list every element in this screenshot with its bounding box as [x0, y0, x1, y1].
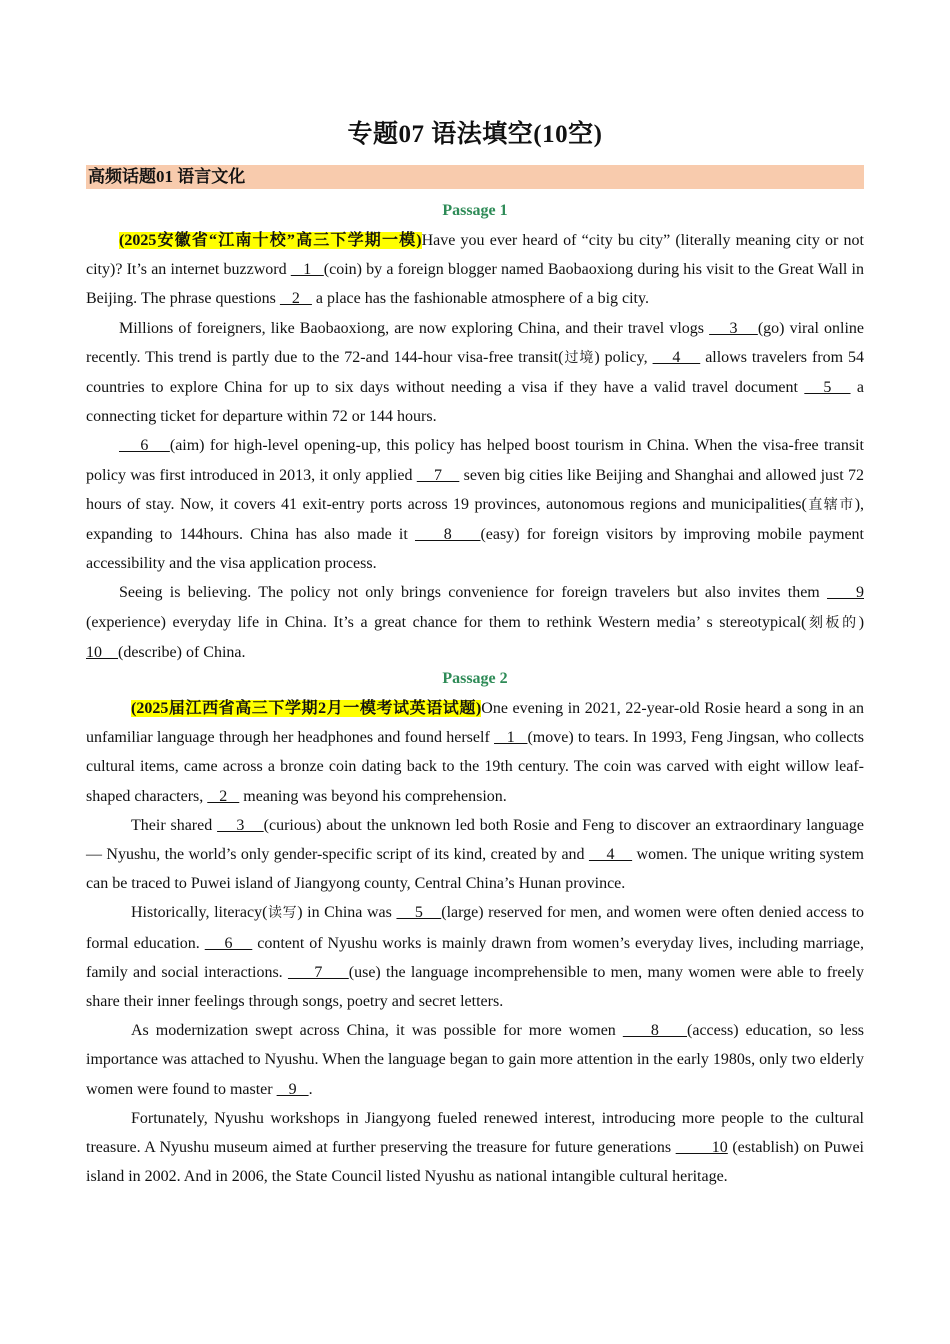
paragraph: (2025安徽省“江南十校”高三下学期一模)Have you ever heard of “city bu city” (literally meaning city or not city)? It’s an internet buzzword 1 (coin) by a foreign blogger named Baobaoxiong during his visit to the Great Wall in Beijing. The phrase questions 2 a place has the fashionable atmosphere of a big city.: [86, 232, 864, 308]
blank-4[interactable]: 4: [652, 348, 701, 366]
blank-9[interactable]: 9: [276, 1080, 309, 1098]
chinese-gloss: 过境: [563, 349, 595, 366]
blank-1[interactable]: 1: [290, 261, 324, 279]
blank-2[interactable]: 2: [207, 787, 240, 805]
blank-2[interactable]: 2: [279, 290, 312, 308]
blank-10[interactable]: 10: [675, 1139, 728, 1157]
blank-4[interactable]: 4: [588, 846, 633, 864]
blank-3[interactable]: 3: [217, 816, 264, 834]
chinese-gloss: 读写: [267, 905, 298, 922]
paragraph: (2025届江西省高三下学期2月一模考试英语试题)One evening in 2021, 22-year-old Rosie heard a song in an unfamiliar language through her headphones and found herself 1 (move) to tears. In 1993, Feng Jingsan, who collects cultural items, came across a bronze coin dating back to the 19th century. The coin was carved with eight willow leaf-shaped characters, 2 meaning was beyond his comprehension.: [86, 700, 864, 805]
chinese-gloss: 刻板的: [806, 614, 859, 631]
blank-5[interactable]: 5: [804, 379, 851, 397]
page-title: 专题07 语法填空(10空): [347, 121, 603, 148]
passage-2-heading: Passage 2: [442, 670, 508, 687]
paragraph: Millions of foreigners, like Baobaoxiong, are now exploring China, and their travel vlogs 3 (go) viral online recently. This trend is partly due to the 72-and 144-hour visa-free transit(过境) policy, 4 allows travelers from 54 countries to explore China for up to six days without needing a visa if they have a valid travel document 5 a connecting ticket for departure within 72 or 144 hours.: [86, 319, 865, 426]
blank-6[interactable]: 6: [119, 437, 170, 455]
blank-7[interactable]: 7: [287, 963, 349, 981]
blank-9[interactable]: 9: [827, 584, 864, 602]
blank-7[interactable]: 7: [416, 466, 460, 484]
paragraph: Fortunately, Nyushu workshops in Jiangyong fueled renewed interest, introducing more people to the cultural treasure. A Nyushu museum aimed at further preserving the treasure for future generations 10 (establish) on Puwei island in 2002. And in 2006, the State Council listed Nyushu as national intangible cultural heritage.: [86, 1109, 864, 1186]
paragraph: 6 (aim) for high-level opening-up, this policy has helped boost tourism in China. When the visa-free transit policy was first introduced in 2013, it only applied 7 seven big cities like Beijing and Shanghai and allowed just 72 hours of stay. Now, it covers 41 exit-entry ports across 19 provinces, autonomous regions and municipalities(直辖市), expanding to 144hours. China has also made it 8 (easy) for foreign visitors by improving mobile payment accessibility and the visa application process.: [86, 437, 865, 573]
blank-5[interactable]: 5: [396, 904, 442, 922]
paragraph: Their shared 3 (curious) about the unknown led both Rosie and Feng to discover an extraordinary language — Nyushu, the world’s only gender-specific script of its kind, created by and 4 women. The unique writing system can be traced to Puwei island of Jiangyong county, Central China’s Hunan province.: [86, 816, 865, 893]
blank-8[interactable]: 8: [414, 526, 481, 544]
passage-1-heading: Passage 1: [442, 202, 508, 219]
passage-1-body: [86, 226, 864, 667]
passage-2-body: [86, 694, 864, 1191]
source-label: (2025届江西省高三下学期2月一模考试英语试题): [131, 700, 482, 717]
blank-10[interactable]: 10: [86, 643, 118, 661]
blank-3[interactable]: 3: [709, 319, 758, 337]
paragraph: Seeing is believing. The policy not only brings convenience for foreign travelers but also invites them 9 (experience) everyday life in China. It’s a great chance for them to rethink Western media’ s stereotypical(刻板的) 10 (describe) of China.: [86, 584, 865, 661]
chinese-gloss: 直辖市: [806, 496, 855, 513]
paragraph: Historically, literacy(读写) in China was 5 (large) reserved for men, and women were often denied access to formal education. 6 content of Nyushu works is mainly drawn from women’s everyday lives, including marriage, family and social interactions. 7 (use) the language incomprehensible to men, many women were able to freely share their inner feelings through songs, poetry and secret letters.: [86, 904, 865, 1011]
blank-8[interactable]: 8: [622, 1022, 688, 1040]
blank-6[interactable]: 6: [204, 934, 253, 952]
blank-1[interactable]: 1: [494, 729, 528, 747]
topic-heading: 高频话题01 语言文化: [86, 165, 864, 189]
source-label: (2025安徽省“江南十校”高三下学期一模): [119, 232, 422, 249]
paragraph: As modernization swept across China, it was possible for more women 8 (access) education, so less importance was attached to Nyushu. When the language began to gain more attention in the early 1980s, only two elderly women were found to master 9 .: [86, 1022, 865, 1098]
